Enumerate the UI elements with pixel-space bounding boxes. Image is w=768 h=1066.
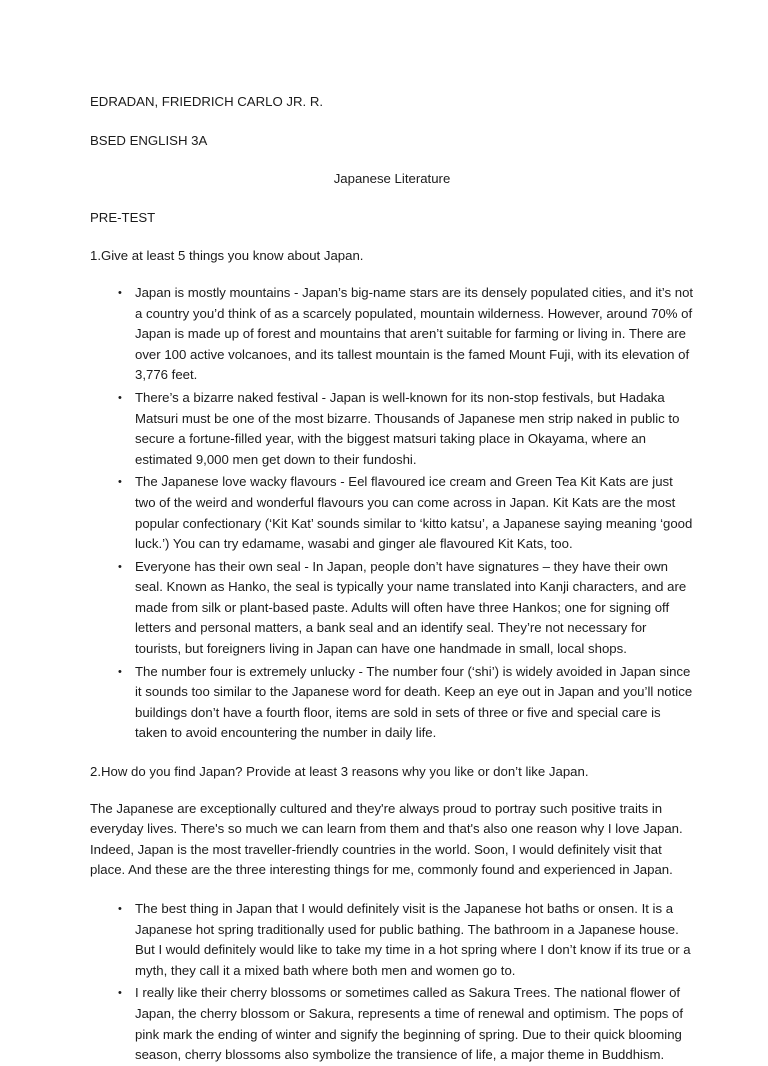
bullet-icon: • <box>118 987 122 1000</box>
question-2-paragraph: The Japanese are exceptionally cultured and they're always proud to portray such positive traits in everyday lives. There's so much we can learn from them and that's also one reason why I love Japan. Indeed, Japan is the most traveller-friendly countries in the world. Soon, I would definitely visit that place. And these are the three interesting things for me, commonly found and experienced in Japan. <box>90 800 683 878</box>
list-item <box>90 557 694 660</box>
list-item-text: I really like their cherry blossoms or sometimes called as Sakura Trees. The national flower of Japan, the cherry blossom or Sakura, represents a time of renewal and optimism. The pops of pink mark the ending of winter and signify the beginning of spring. Due to their quick blooming season, cherry blossoms also symbolize the transience of life, a major theme in Buddhism. <box>135 985 684 1063</box>
question-2-list <box>90 899 694 1066</box>
bullet-icon: • <box>118 560 122 573</box>
document-title: Japanese Literature <box>333 171 451 187</box>
course-label: BSED ENGLISH 3A <box>90 132 208 148</box>
list-item-text: The Japanese love wacky flavours - Eel flavoured ice cream and Green Tea Kit Kats are just two of the weird and wonderful flavours you can come across in Japan. Kit Kats are the most popular confectionary (‘Kit Kat’ sounds similar to ‘kitto katsu’, a Japanese saying meaning ‘good luck.’) You can try edamame, wasabi and ginger ale flavoured Kit Kats, too. <box>135 474 693 552</box>
bullet-icon: • <box>118 286 122 299</box>
list-item <box>90 662 694 744</box>
question-2: 2.How do you find Japan? Provide at least 3 reasons why you like or don’t like Japan. <box>90 764 589 780</box>
list-item-text: The best thing in Japan that I would definitely visit is the Japanese hot baths or onsen. It is a Japanese hot spring traditionally used for public bathing. The bathroom in a Japanese house. But I would definitely would like to take my time in a hot spring where I don’t know if its true or a myth, they call it a mixed bath where both men and women go to. <box>135 901 691 978</box>
bullet-icon: • <box>118 391 122 404</box>
list-item-text: There’s a bizarre naked festival - Japan is well-known for its non-stop festivals, but Hadaka Matsuri must be one of the most bizarre. Thousands of Japanese men strip naked in public to secure a fortune-filled year, with the biggest matsuri taking place in Okayama, where an estimated 9,000 men get down to their fundoshi. <box>135 389 680 467</box>
list-item <box>90 899 694 981</box>
list-item-text: The number four is extremely unlucky - The number four (‘shi’) is widely avoided in Japan since it sounds too similar to the Japanese word for death. Keep an eye out in Japan and you’ll notice buildings don’t have a fourth floor, items are sold in sets of three or five and special care is taken to avoid encountering the number in daily life. <box>135 663 693 741</box>
list-item <box>90 283 694 386</box>
list-item <box>90 983 694 1065</box>
bullet-icon: • <box>118 665 122 678</box>
question-1: 1.Give at least 5 things you know about Japan. <box>90 248 364 264</box>
bullet-icon: • <box>118 903 122 915</box>
list-item-text: Everyone has their own seal - In Japan, people don’t have signatures – they have their own seal. Known as Hanko, the seal is typically your name translated into Kanji characters, and are made from silk or plant-based paste. Adults will often have three Hankos; one for signing off letters and personal matters, a bank seal and an identify seal. They’re not necessary for tourists, but foreigners living in Japan can have one handmade in small, local shops. <box>135 558 687 657</box>
list-item-text: Japan is mostly mountains - Japan’s big-name stars are its densely populated cities, and it’s not a country you’d think of as a scarcely populated, mountain wilderness. However, around 70% of Japan is made up of forest and mountains that aren’t suitable for farming or living in. There are over 100 active volcanoes, and its tallest mountain is the famed Mount Fuji, with its elevation of 3,776 feet. <box>135 284 694 383</box>
author-name: EDRADAN, FRIEDRICH CARLO JR. R. <box>90 94 324 109</box>
list-item <box>90 472 694 554</box>
section-label: PRE-TEST <box>90 209 156 225</box>
bullet-icon: • <box>118 476 122 489</box>
list-item <box>90 388 694 470</box>
question-1-list <box>90 283 694 744</box>
